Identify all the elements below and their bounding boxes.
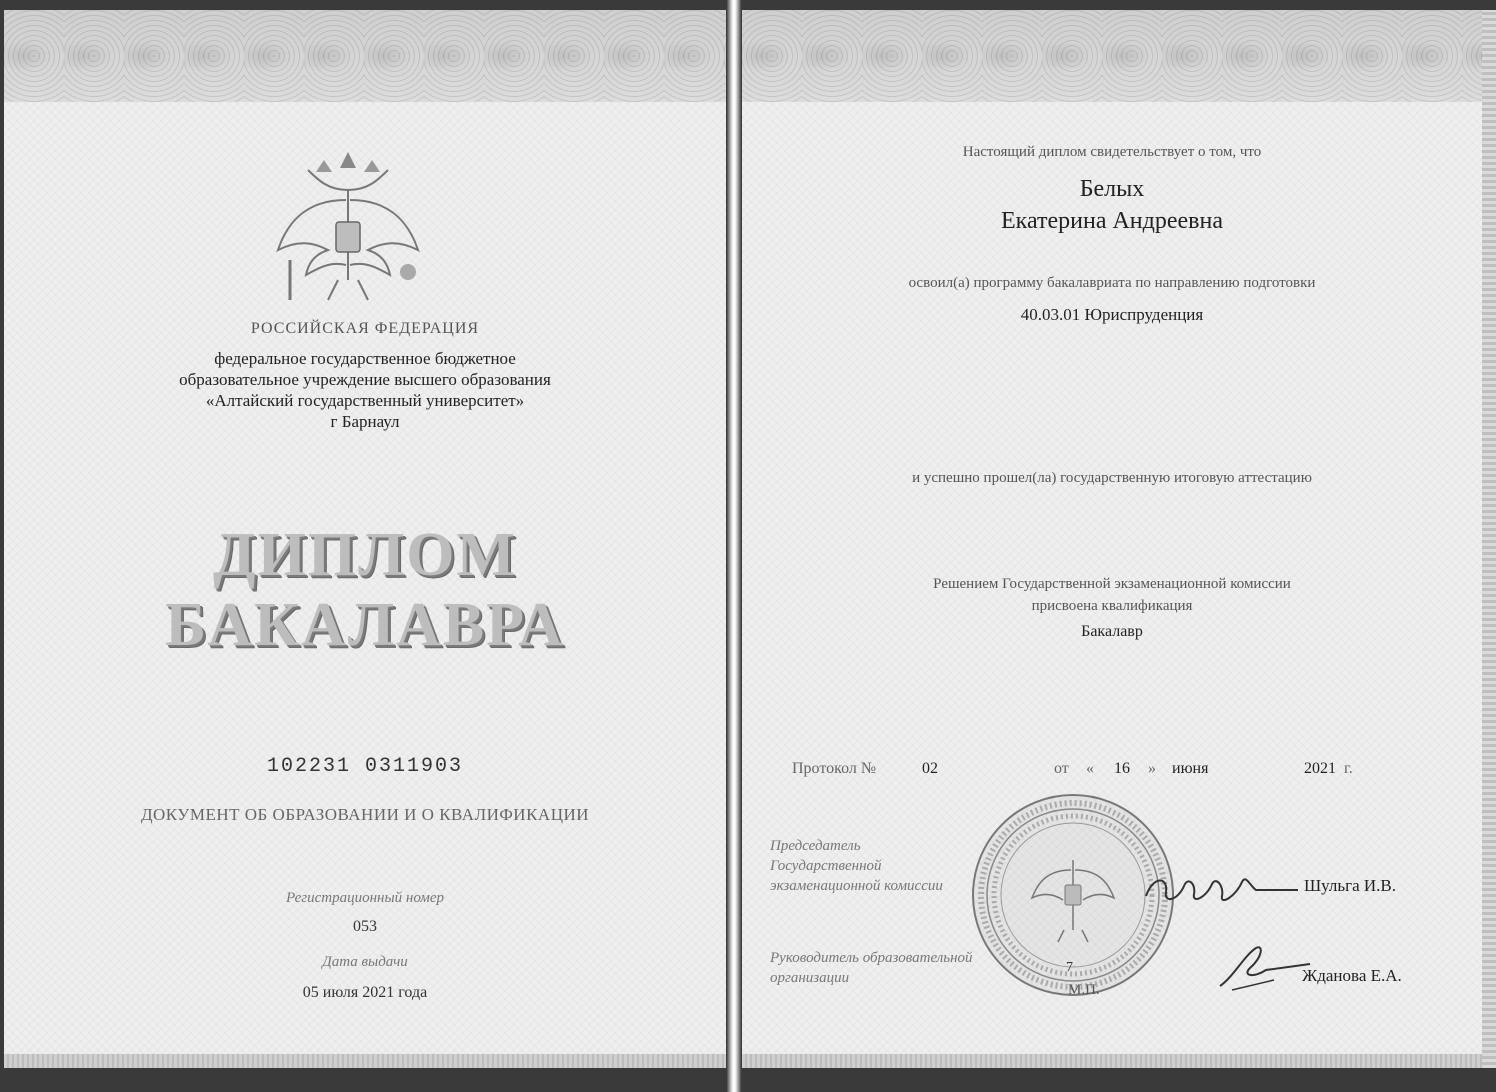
country-name: РОССИЙСКАЯ ФЕДЕРАЦИЯ bbox=[250, 320, 480, 337]
serial-number: 102231 0311903 bbox=[266, 755, 464, 778]
book-spine bbox=[726, 0, 742, 1092]
protocol-close-quote: » bbox=[1148, 760, 1156, 777]
title-line: БАКАЛАВРА bbox=[165, 591, 565, 659]
head-name: Жданова Е.А. bbox=[1302, 966, 1402, 985]
chair-label bbox=[770, 836, 943, 896]
stamp-mp: М.П. bbox=[1068, 982, 1100, 998]
protocol-line bbox=[792, 760, 1372, 782]
protocol-open-quote: « bbox=[1086, 760, 1094, 777]
stamp-number: 7 bbox=[1066, 960, 1073, 975]
diploma-title bbox=[4, 520, 726, 660]
institution-city: г Барнаул bbox=[330, 412, 400, 431]
institution-line: «Алтайский государственный университет» bbox=[205, 391, 525, 410]
title-line: ДИПЛОМ bbox=[212, 521, 518, 589]
commission-decision bbox=[742, 573, 1482, 617]
protocol-year: 2021 bbox=[1304, 760, 1336, 777]
guilloche-band bbox=[4, 10, 726, 102]
protocol-from: от bbox=[1054, 760, 1069, 777]
protocol-month: июня bbox=[1172, 760, 1209, 777]
protocol-year-suffix: г. bbox=[1344, 760, 1353, 777]
qualification: Бакалавр bbox=[1081, 623, 1143, 640]
chair-label-line: экзаменационной комиссии bbox=[770, 878, 943, 894]
graduate-given-names: Екатерина Андреевна bbox=[1001, 208, 1223, 234]
page-edge-strip bbox=[1482, 10, 1496, 1068]
institution-name bbox=[4, 348, 726, 432]
decision-line: присвоена квалификация bbox=[1031, 598, 1193, 614]
chair-label-line: Председатель bbox=[770, 838, 861, 854]
chair-signature-icon bbox=[1138, 856, 1308, 916]
head-label bbox=[770, 948, 973, 988]
bottom-band bbox=[4, 1054, 726, 1068]
guilloche-band bbox=[742, 10, 1482, 102]
program-text: освоил(а) программу бакалавриата по направлению подготовки bbox=[908, 275, 1316, 291]
double-headed-eagle-emblem-icon bbox=[268, 150, 428, 310]
right-page bbox=[742, 10, 1482, 1068]
bottom-band bbox=[742, 1054, 1482, 1068]
document-type: ДОКУМЕНТ ОБ ОБРАЗОВАНИИ И О КВАЛИФИКАЦИИ bbox=[140, 805, 590, 824]
institution-line: федеральное государственное бюджетное bbox=[214, 349, 516, 368]
registration-number: 053 bbox=[353, 918, 377, 935]
graduate-surname: Белых bbox=[1079, 176, 1145, 202]
head-label-line: Руководитель образовательной bbox=[770, 950, 973, 966]
decision-line: Решением Государственной экзаменационной комиссии bbox=[933, 576, 1291, 592]
protocol-day: 16 bbox=[1114, 760, 1130, 777]
issue-date-label: Дата выдачи bbox=[322, 954, 408, 970]
issue-date: 05 июля 2021 года bbox=[302, 984, 428, 1001]
chair-name: Шульга И.В. bbox=[1304, 876, 1397, 895]
study-direction: 40.03.01 Юриспруденция bbox=[1020, 305, 1204, 324]
registration-label: Регистрационный номер bbox=[285, 890, 444, 906]
left-page bbox=[4, 10, 726, 1068]
protocol-number: 02 bbox=[922, 760, 938, 777]
chair-label-line: Государственной bbox=[770, 858, 882, 874]
protocol-label: Протокол № bbox=[792, 760, 877, 777]
institution-line: образовательное учреждение высшего образования bbox=[179, 370, 551, 389]
certification-intro: Настоящий диплом свидетельствует о том, что bbox=[962, 144, 1262, 160]
head-signature-icon bbox=[1214, 936, 1314, 996]
attestation-text: и успешно прошел(ла) государственную итоговую аттестацию bbox=[912, 470, 1312, 486]
head-label-line: организации bbox=[770, 970, 850, 986]
